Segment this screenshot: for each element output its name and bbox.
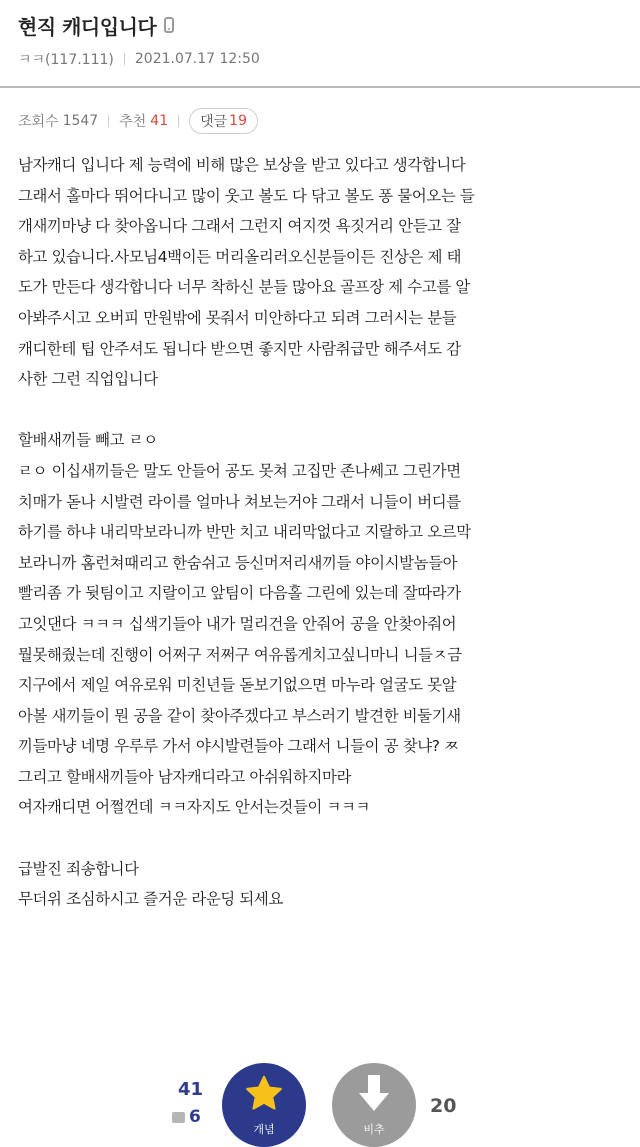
body-line: 급발진 죄송합니다 bbox=[18, 859, 139, 878]
body-line: ㄹㅇ 이십새끼들은 말도 안들어 공도 못쳐 고집만 존나쎄고 그린가면 bbox=[18, 461, 461, 480]
body-line: 뭘못해줬는데 진행이 어쩌구 저쩌구 여유롭게치고싶니마니 니들ㅈ금 bbox=[18, 645, 462, 664]
body-line: 할배새끼들 빼고 ㄹㅇ bbox=[18, 431, 158, 450]
body-line: 캐디한테 팁 안주셔도 됩니다 받으면 좋지만 사람취급만 해주셔도 감 bbox=[18, 339, 461, 358]
reply-count-value: 6 bbox=[189, 1107, 201, 1127]
arrow-down-icon bbox=[357, 1073, 391, 1113]
recommend-label: 추천 bbox=[119, 114, 147, 130]
body-line: 아볼 새끼들이 뭔 공을 같이 찾아주겠다고 부스러기 발견한 비둘기새 bbox=[18, 706, 461, 725]
body-line: 무더위 조심하시고 즐거운 라운딩 되세요 bbox=[18, 890, 283, 909]
divider bbox=[178, 115, 179, 127]
body-line: 아봐주시고 오버피 만원밖에 못줘서 미안하다고 되려 그러시는 분들 bbox=[18, 308, 457, 327]
post-datetime: 2021.07.17 12:50 bbox=[134, 51, 260, 67]
not-recommend-button[interactable] bbox=[332, 1063, 416, 1147]
comments-count: 19 bbox=[229, 113, 247, 129]
body-line: 남자캐디 입니다 제 능력에 비해 많은 보상을 받고 있다고 생각합니다 bbox=[18, 156, 466, 174]
views-count: 1547 bbox=[62, 113, 99, 129]
post-stats bbox=[18, 108, 258, 134]
comments-button[interactable] bbox=[189, 108, 258, 134]
not-recommend-count: 20 bbox=[430, 1095, 457, 1117]
divider bbox=[124, 53, 125, 65]
body-line: 하기를 하냐 내리막보라니까 반만 치고 내리막없다고 지랄하고 오르막 bbox=[18, 523, 471, 542]
mobile-phone-icon bbox=[164, 17, 174, 33]
recommend-button[interactable] bbox=[222, 1063, 306, 1147]
post-header bbox=[0, 0, 640, 88]
vote-area bbox=[0, 1055, 640, 1142]
body-line: 고잇댄다 ㅋㅋㅋ 십색기들아 내가 멀리건을 안줘어 공을 안찾아줘어 bbox=[18, 614, 457, 633]
recommend-count: 41 bbox=[150, 113, 169, 129]
blank-line bbox=[18, 823, 630, 854]
post-title: 현직 캐디입니다 bbox=[18, 14, 157, 39]
body-line: 치매가 돋나 시발련 라이를 얼마나 쳐보는거야 그래서 니들이 버디를 bbox=[18, 492, 461, 511]
author-name[interactable]: ㅋㅋ(117.111) bbox=[18, 52, 114, 68]
post-meta bbox=[18, 48, 260, 70]
body-line: 도가 만든다 생각합니다 너무 착하신 분들 많아요 골프장 제 수고를 알 bbox=[18, 278, 470, 297]
recommend-button-label: 개념 bbox=[253, 1123, 275, 1136]
comments-label: 댓글 bbox=[200, 114, 228, 130]
body-line: 끼들마냥 네명 우루루 가서 야시발련들아 그래서 니들이 공 찾냐? ㅉ bbox=[18, 737, 459, 756]
title-row bbox=[18, 10, 174, 40]
recommend-vote-count: 41 bbox=[178, 1079, 204, 1100]
divider bbox=[108, 115, 109, 127]
body-line: 여자캐디면 어쩔껀데 ㅋㅋ자지도 안서는것들이 ㅋㅋㅋ bbox=[18, 798, 371, 817]
body-line: 하고 있습니다.사모님4백이든 머리올리러오신분들이든 진상은 제 태 bbox=[18, 247, 462, 266]
body-line: 지구에서 제일 여유로워 미친년들 돋보기없으면 마누라 얼굴도 못알 bbox=[18, 676, 457, 695]
not-recommend-button-label: 비추 bbox=[363, 1123, 385, 1136]
star-icon bbox=[243, 1073, 285, 1115]
blank-line bbox=[18, 395, 630, 426]
body-line: 개새끼마냥 다 찾아옵니다 그래서 그런지 여지껏 욕짓거리 안듣고 잘 bbox=[18, 217, 461, 236]
comment-icon bbox=[172, 1112, 185, 1123]
body-line: 빨리좀 가 뒷팀이고 지랄이고 앞팀이 다음홀 그린에 있는데 잘따라가 bbox=[18, 584, 461, 603]
body-line: 사한 그런 직업입니다 bbox=[18, 370, 158, 389]
reply-count bbox=[172, 1107, 201, 1127]
views-label: 조회수 bbox=[18, 114, 59, 130]
body-line: 그래서 홀마다 뛰어다니고 많이 웃고 볼도 다 닦고 볼도 퐁 물어오는 들 bbox=[18, 186, 475, 205]
body-line: 보라니까 홈런쳐때리고 한숨쉬고 등신머저리새끼들 야이시발놈들아 bbox=[18, 553, 458, 572]
body-line: 그리고 할배새끼들아 남자캐디라고 아쉬워하지마라 bbox=[18, 767, 352, 786]
post-body bbox=[18, 150, 630, 915]
